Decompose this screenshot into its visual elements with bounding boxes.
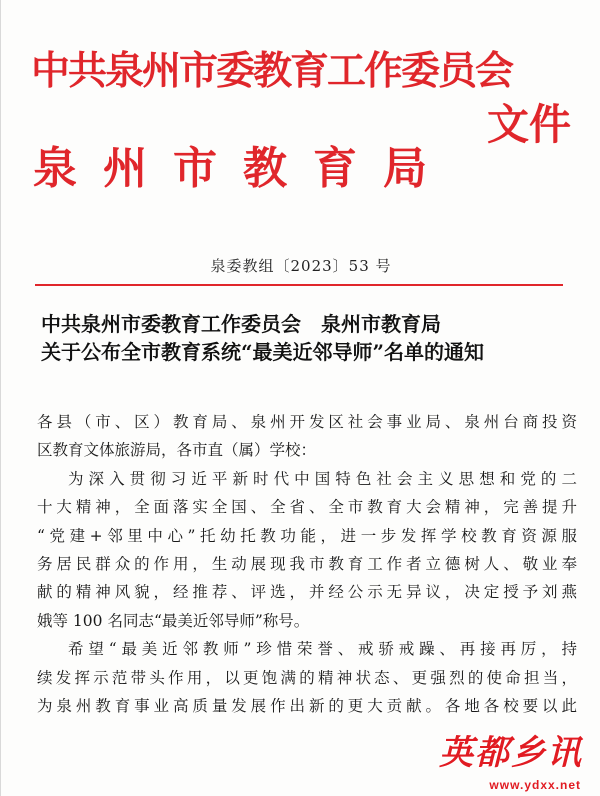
para1-line4: 务居民群众的作用，生动展现我市教育工作者立德树人、敬业奉	[37, 555, 577, 574]
notice-title-line1: 中共泉州市委教育工作委员会 泉州市教育局	[41, 312, 441, 336]
para1-line6: 娥等 100 名同志“最美近邻导师”称号。	[37, 611, 310, 630]
document-type-label: 文件	[487, 100, 572, 149]
addressee-line2: 区教育文体旅游局，各市直（属）学校：	[37, 441, 317, 460]
para2-line3: 为泉州教育事业高质量发展作出新的更大贡献。各地各校要以此	[37, 697, 577, 716]
para1-line3: “党建+邻里中心”托幼托教功能，进一步发挥学校教育资源服	[37, 526, 577, 545]
red-divider-line	[35, 284, 563, 286]
addressee-line1: 各县（市、区）教育局、泉州开发区社会事业局、泉州台商投资	[37, 413, 577, 431]
issuer-name-line1: 中共泉州市委教育工作委员会	[31, 48, 513, 94]
para1-line1: 为深入贯彻习近平新时代中国特色社会主义思想和党的二	[68, 469, 577, 488]
para1-line5: 献的精神风貌，经推荐、评选，并经公示无异议，决定授予刘燕	[37, 583, 577, 602]
document-number: 泉委教组〔2023〕53 号	[210, 257, 392, 275]
notice-title	[41, 310, 581, 366]
notice-title-line2: 关于公布全市教育系统“最美近邻导师”名单的通知	[41, 340, 485, 364]
watermark-url: www.ydxx.net	[489, 778, 581, 792]
para1-line2: 十大精神，全面落实全国、全省、全市教育大会精神，完善提升	[37, 498, 577, 517]
para2-line1: 希望“最美近邻教师”珍惜荣誉、戒骄戒躁、再接再厉，持	[68, 640, 577, 659]
notice-body	[37, 408, 577, 720]
para2-line2: 续发挥示范带头作用，以更饱满的精神状态、更强烈的使命担当，	[37, 668, 577, 687]
watermark-logo-text: 英都乡讯	[439, 733, 583, 773]
issuer-name-line2: 泉州市教育局	[33, 143, 453, 194]
